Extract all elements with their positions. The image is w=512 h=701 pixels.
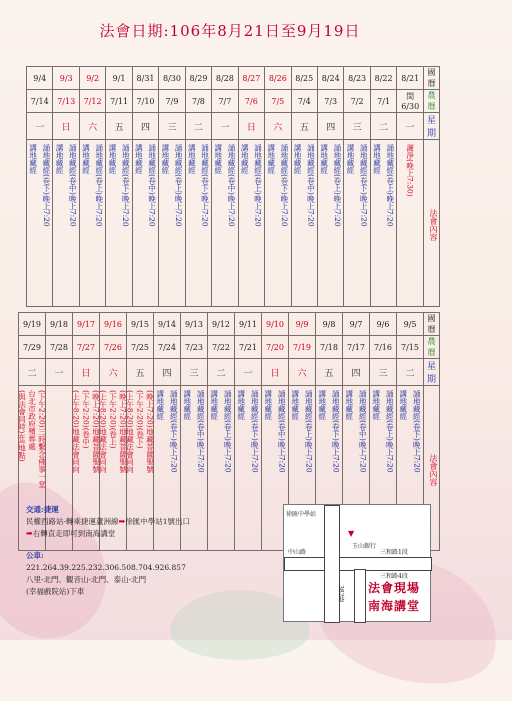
block2-date-cell: 9/13 bbox=[181, 313, 208, 336]
block2-wk-cell: 五 bbox=[316, 359, 343, 386]
block1-lunar-cell: 7/5 bbox=[265, 90, 291, 113]
block1-activity-cell bbox=[317, 140, 343, 307]
row-header-week: 星期 bbox=[424, 359, 440, 386]
map-station-label: 徐匯中學站 bbox=[286, 511, 317, 518]
activity-text: (晚上7:20)地藏菩薩聖號 bbox=[118, 390, 128, 473]
calendar-table-first bbox=[26, 66, 440, 307]
block1-lunar-cell: 7/4 bbox=[291, 90, 317, 113]
venue-label-2: 南海講堂 bbox=[368, 599, 421, 613]
activity-text: (下午2:20)(卷上) bbox=[108, 390, 118, 449]
block1-wk-cell: 一 bbox=[27, 113, 53, 140]
activity-text: 誦地藏經(卷下)晚上7:20 bbox=[200, 144, 210, 227]
block1-wk-cell: 日 bbox=[238, 113, 264, 140]
map-bank: 玉山銀行 bbox=[352, 543, 377, 550]
activity-text: 誦地藏經(卷下)晚上7:20 bbox=[250, 390, 260, 473]
block2-date-cell: 9/11 bbox=[235, 313, 262, 336]
block2-date-cell: 9/16 bbox=[100, 313, 127, 336]
block1-activity-cell bbox=[53, 140, 79, 307]
activity-text: 講地藏經 bbox=[213, 144, 223, 174]
block2-wk-cell: 二 bbox=[208, 359, 235, 386]
activity-text: 誦地藏經(卷下)晚上7:20 bbox=[331, 390, 341, 473]
activity-text: 誦地藏經(卷上)晚上7:20 bbox=[253, 144, 263, 227]
block1-date-cell: 8/21 bbox=[397, 67, 424, 90]
block2-wk-cell: 二 bbox=[19, 359, 46, 386]
block1-date-cell: 8/29 bbox=[185, 67, 211, 90]
map-lane bbox=[354, 569, 366, 623]
block1-wk-cell: 一 bbox=[397, 113, 424, 140]
block2-wk-cell: 三 bbox=[181, 359, 208, 386]
activity-text: 講地藏經 bbox=[134, 144, 144, 174]
activity-text: 誦地藏經(卷上)晚上7:20 bbox=[385, 144, 395, 227]
block2-date-cell: 9/10 bbox=[262, 313, 289, 336]
block1-date-cell: 8/26 bbox=[265, 67, 291, 90]
block2-wk-cell: 三 bbox=[370, 359, 397, 386]
transport-info bbox=[26, 504, 276, 598]
block2-date-cell: 9/19 bbox=[19, 313, 46, 336]
block1-date-cell: 8/27 bbox=[238, 67, 264, 90]
activity-text: 講地藏經 bbox=[160, 144, 170, 174]
activity-text: 誦地藏經(卷下)晚上7:20 bbox=[121, 144, 131, 227]
block1-wk-cell: 日 bbox=[53, 113, 79, 140]
block1-activity-cell bbox=[397, 140, 424, 307]
location-map bbox=[283, 504, 431, 622]
bus-routes: 221.264.39.225.232.306.508.704.926.857 bbox=[26, 563, 186, 572]
block1-lunar-cell: 7/8 bbox=[185, 90, 211, 113]
activity-text: 講地藏經 bbox=[28, 144, 38, 174]
activity-text: 誦地藏經(卷上)晚上7:20 bbox=[332, 144, 342, 227]
activity-text: 講地藏經 bbox=[293, 144, 303, 174]
block2-date-cell: 9/15 bbox=[127, 313, 154, 336]
block1-wk-cell: 四 bbox=[317, 113, 343, 140]
activity-text: 講地藏經 bbox=[55, 144, 65, 174]
map-road3: 三和路4段 bbox=[380, 573, 408, 580]
activity-text: (晚上7:20)地藏菩薩聖號 bbox=[91, 390, 101, 473]
transport-heading: 交通:捷運 bbox=[26, 505, 59, 514]
activity-text: 誦地藏經(卷下)晚上7:20 bbox=[359, 144, 369, 227]
activity-text: 誦地藏經(卷中)晚上7:20 bbox=[358, 390, 368, 473]
activity-text: 講地藏經 bbox=[372, 144, 382, 174]
block1-lunar-cell: 7/7 bbox=[212, 90, 238, 113]
block1-activity-cell bbox=[132, 140, 158, 307]
location-marker-icon: ▼ bbox=[348, 529, 355, 538]
block2-date-cell: 9/5 bbox=[397, 313, 424, 336]
block1-activity-cell bbox=[370, 140, 396, 307]
block1-wk-cell: 六 bbox=[79, 113, 105, 140]
block1-activity-cell bbox=[212, 140, 238, 307]
venue-label-1: 法會現場 bbox=[368, 581, 421, 595]
block2-wk-cell: 一 bbox=[46, 359, 73, 386]
map-road1: 中山路 bbox=[288, 549, 307, 556]
activity-text: 誦地藏經(卷上)晚上7:20 bbox=[304, 390, 314, 473]
activity-text: (下午2:20)(卷中) bbox=[81, 390, 91, 449]
row-header-activity: 法會內容 bbox=[424, 140, 440, 307]
bus-routes-2: 八里-北門、觀音山-北門、泰山-北門 bbox=[26, 575, 147, 584]
row-header-solar: 國曆 bbox=[424, 67, 440, 90]
transport-line1b: 徐匯中學站1號出口 bbox=[125, 517, 191, 526]
activity-text: 講地藏經 bbox=[236, 390, 246, 420]
block1-lunar-cell: 7/14 bbox=[27, 90, 53, 113]
activity-text: 誦地藏經(卷下)晚上7:20 bbox=[412, 390, 422, 473]
block2-lunar-cell: 7/28 bbox=[46, 336, 73, 359]
row-header-lunar: 農曆 bbox=[424, 336, 440, 359]
block1-activity-cell bbox=[159, 140, 185, 307]
activity-text: (與法會同時)在(地點) bbox=[17, 390, 27, 462]
activity-text: 誦地藏經(卷中)晚上7:20 bbox=[196, 390, 206, 473]
block2-wk-cell: 六 bbox=[100, 359, 127, 386]
activity-text: 講地藏經 bbox=[346, 144, 356, 174]
block1-activity-cell bbox=[27, 140, 53, 307]
block2-date-cell: 9/6 bbox=[370, 313, 397, 336]
block2-lunar-cell: 7/16 bbox=[370, 336, 397, 359]
block1-date-cell: 8/25 bbox=[291, 67, 317, 90]
activity-text: 誦地藏經(卷上)晚上7:20 bbox=[385, 390, 395, 473]
bus-heading: 公車: bbox=[26, 551, 44, 560]
activity-text: 誦地藏經(卷中)晚上7:20 bbox=[277, 390, 287, 473]
block1-date-cell: 9/2 bbox=[79, 67, 105, 90]
block1-date-cell: 9/4 bbox=[27, 67, 53, 90]
block2-date-cell: 9/18 bbox=[46, 313, 73, 336]
activity-text: 講地藏經 bbox=[209, 390, 219, 420]
block1-activity-cell bbox=[106, 140, 132, 307]
block2-wk-cell: 四 bbox=[154, 359, 181, 386]
block2-lunar-cell: 7/27 bbox=[73, 336, 100, 359]
block2-wk-cell: 五 bbox=[127, 359, 154, 386]
block1-wk-cell: 二 bbox=[370, 113, 396, 140]
block2-wk-cell: 一 bbox=[235, 359, 262, 386]
block1-lunar-cell: 7/1 bbox=[370, 90, 396, 113]
activity-text: 誦地藏經(卷中)晚上7:20 bbox=[68, 144, 78, 227]
block1-date-cell: 8/28 bbox=[212, 67, 238, 90]
block1-wk-cell: 五 bbox=[291, 113, 317, 140]
activity-text: 講地藏經 bbox=[263, 390, 273, 420]
block1-activity-cell bbox=[238, 140, 264, 307]
map-road-vertical bbox=[324, 505, 340, 623]
block1-lunar-cell: 7/11 bbox=[106, 90, 132, 113]
activity-text: (上午8:20)地藏法會同向 bbox=[71, 390, 81, 473]
activity-text: 講地藏經 bbox=[240, 144, 250, 174]
map-lane-label: 382巷 bbox=[337, 585, 344, 603]
block1-lunar-cell: 7/3 bbox=[317, 90, 343, 113]
activity-text: 灑淨(晚上7:30) bbox=[405, 144, 415, 197]
block2-lunar-cell: 7/21 bbox=[235, 336, 262, 359]
row-header-week: 星期 bbox=[424, 113, 440, 140]
block1-wk-cell: 二 bbox=[185, 113, 211, 140]
block1-lunar-cell: 7/13 bbox=[53, 90, 79, 113]
block2-wk-cell: 六 bbox=[289, 359, 316, 386]
activity-text: 講地藏經 bbox=[317, 390, 327, 420]
page-title: 法會日期:106年8月21日至9月19日 bbox=[99, 22, 361, 40]
activity-text: 講地藏經 bbox=[155, 390, 165, 420]
activity-text: 講地藏經 bbox=[398, 390, 408, 420]
block2-lunar-cell: 7/22 bbox=[208, 336, 235, 359]
activity-text: 講地藏經 bbox=[266, 144, 276, 174]
bus-stop: (幸福戲院站)下車 bbox=[26, 587, 85, 596]
activity-text: 講地藏經 bbox=[187, 144, 197, 174]
map-road2: 三和路1段 bbox=[380, 549, 408, 556]
block2-wk-cell: 二 bbox=[397, 359, 424, 386]
arrow-icon: ➡ bbox=[118, 517, 126, 526]
block2-wk-cell: 四 bbox=[343, 359, 370, 386]
block1-wk-cell: 三 bbox=[159, 113, 185, 140]
activity-text: (上午8:20)地藏法會同向 bbox=[98, 390, 108, 473]
block1-activity-cell bbox=[185, 140, 211, 307]
activity-text: 講地藏經 bbox=[344, 390, 354, 420]
block1-date-cell: 8/24 bbox=[317, 67, 343, 90]
block1-lunar-cell: 閏6/30 bbox=[397, 90, 424, 113]
block2-wk-cell: 日 bbox=[262, 359, 289, 386]
block2-date-cell: 9/12 bbox=[208, 313, 235, 336]
activity-text: 講地藏經 bbox=[319, 144, 329, 174]
transport-line1: 民權西路站-轉乘捷運蘆洲線 bbox=[26, 517, 119, 526]
block2-date-cell: 9/8 bbox=[316, 313, 343, 336]
block1-lunar-cell: 7/10 bbox=[132, 90, 158, 113]
activity-text: (晚上7:20)地藏菩薩聖號 bbox=[145, 390, 155, 473]
block1-wk-cell: 五 bbox=[106, 113, 132, 140]
block2-lunar-cell: 7/25 bbox=[127, 336, 154, 359]
block2-lunar-cell: 7/18 bbox=[316, 336, 343, 359]
activity-text: 台北市政府殯葬處 bbox=[27, 390, 37, 450]
row-header-solar: 國曆 bbox=[424, 313, 440, 336]
block1-date-cell: 9/1 bbox=[106, 67, 132, 90]
block2-date-cell: 9/7 bbox=[343, 313, 370, 336]
block1-wk-cell: 四 bbox=[132, 113, 158, 140]
block1-date-cell: 9/3 bbox=[53, 67, 79, 90]
activity-text: 誦地藏經(卷上)晚上7:20 bbox=[174, 144, 184, 227]
activity-text: 講地藏經 bbox=[81, 144, 91, 174]
activity-text: (下午2:20)(卷下) bbox=[135, 390, 145, 449]
block2-date-cell: 9/9 bbox=[289, 313, 316, 336]
activity-text: (下午2:20)三時繫念佛事一堂 bbox=[37, 390, 47, 488]
row-header-lunar: 農曆 bbox=[424, 90, 440, 113]
block1-lunar-cell: 7/12 bbox=[79, 90, 105, 113]
block2-wk-cell: 日 bbox=[73, 359, 100, 386]
activity-text: 誦地藏經(卷中)晚上7:20 bbox=[147, 144, 157, 227]
block1-activity-cell bbox=[265, 140, 291, 307]
block2-lunar-cell: 7/29 bbox=[19, 336, 46, 359]
block1-wk-cell: 三 bbox=[344, 113, 370, 140]
block2-date-cell: 9/14 bbox=[154, 313, 181, 336]
block2-lunar-cell: 7/24 bbox=[154, 336, 181, 359]
activity-text: 誦地藏經(卷中)晚上7:20 bbox=[227, 144, 236, 227]
activity-text: 誦地藏經(卷下)晚上7:20 bbox=[41, 144, 51, 227]
activity-text: 講地藏經 bbox=[290, 390, 300, 420]
activity-text: 誦地藏經(卷下)晚上7:20 bbox=[279, 144, 289, 227]
row-header-activity: 法會內容 bbox=[424, 386, 440, 551]
activity-text: 誦地藏經(卷上)晚上7:20 bbox=[223, 390, 233, 473]
activity-text: 講地藏經 bbox=[107, 144, 117, 174]
block1-lunar-cell: 7/9 bbox=[159, 90, 185, 113]
transport-line2: 右轉直走即可到南海講堂 bbox=[32, 529, 116, 538]
block1-lunar-cell: 7/2 bbox=[344, 90, 370, 113]
block1-date-cell: 8/23 bbox=[344, 67, 370, 90]
block1-activity-cell bbox=[79, 140, 105, 307]
block1-wk-cell: 一 bbox=[212, 113, 238, 140]
block1-date-cell: 8/30 bbox=[159, 67, 185, 90]
block1-date-cell: 8/31 bbox=[132, 67, 158, 90]
block1-lunar-cell: 7/6 bbox=[238, 90, 264, 113]
block2-lunar-cell: 7/15 bbox=[397, 336, 424, 359]
block2-lunar-cell: 7/26 bbox=[100, 336, 127, 359]
activity-text: 誦地藏經(卷下)晚上7:20 bbox=[169, 390, 179, 473]
block2-date-cell: 9/17 bbox=[73, 313, 100, 336]
activity-text: 講地藏經 bbox=[371, 390, 381, 420]
block1-activity-cell bbox=[291, 140, 317, 307]
activity-text: 誦地藏經(卷上)晚上7:20 bbox=[94, 144, 104, 227]
block1-activity-cell bbox=[344, 140, 370, 307]
block2-lunar-cell: 7/19 bbox=[289, 336, 316, 359]
activity-text: 講地藏經 bbox=[182, 390, 192, 420]
block2-lunar-cell: 7/20 bbox=[262, 336, 289, 359]
activity-text: (上午8:20)地藏法會同向 bbox=[125, 390, 135, 473]
block1-wk-cell: 六 bbox=[265, 113, 291, 140]
block1-date-cell: 8/22 bbox=[370, 67, 396, 90]
arrow-icon: ➡ bbox=[26, 529, 33, 538]
block2-lunar-cell: 7/23 bbox=[181, 336, 208, 359]
block2-lunar-cell: 7/17 bbox=[343, 336, 370, 359]
activity-text: 誦地藏經(卷中)晚上7:20 bbox=[306, 144, 316, 227]
